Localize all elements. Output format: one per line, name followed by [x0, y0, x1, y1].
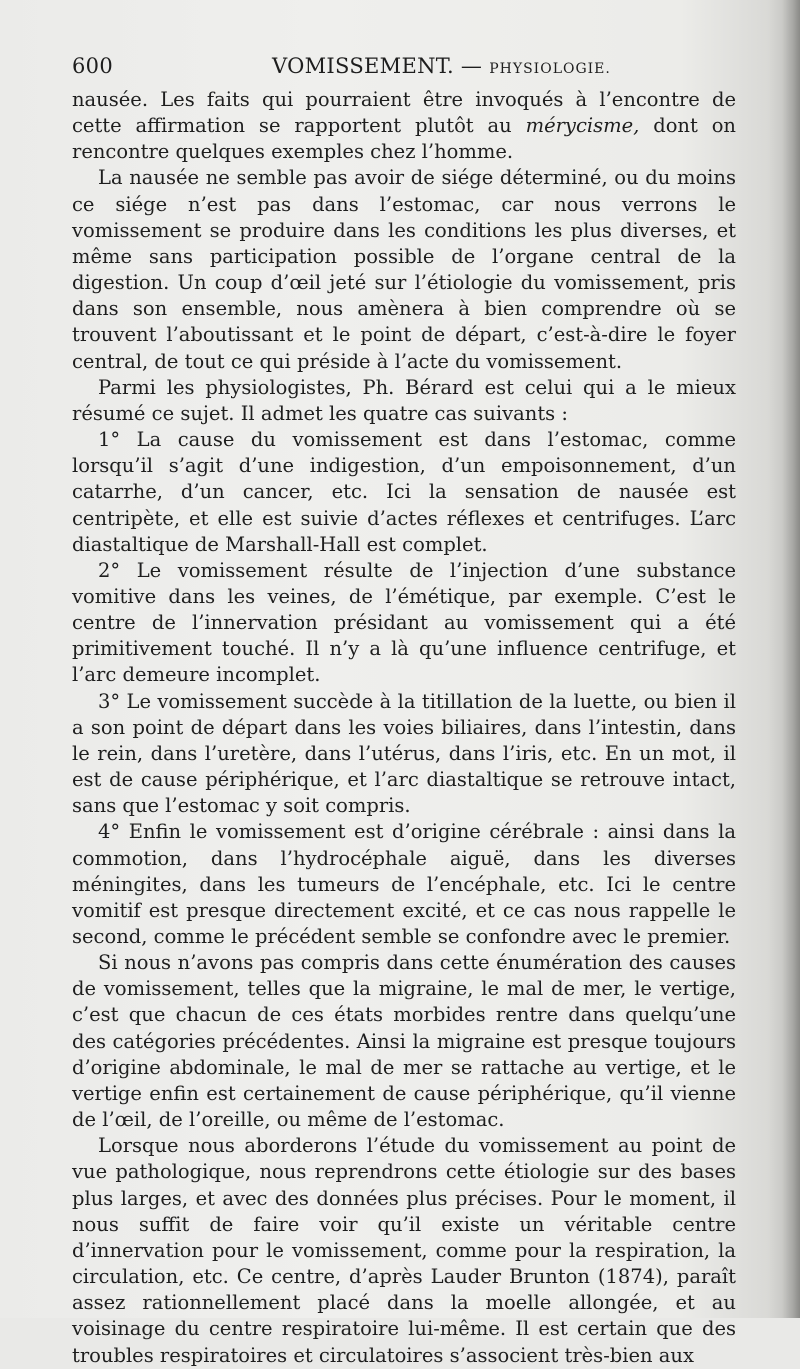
- paragraph-5: 2° Le vomissement résulte de l’injection d’une substance vomitive dans les veines, de l’émétique, par exemple. C’est le centre de l’innervation présidant au vomissement qui a été primitivement touché. Il n’y a là qu’une influence centrifuge, et l’arc demeure incomplet.: [72, 558, 736, 687]
- paragraph-1-text-before: nausée. Les faits qui pourraient être invoqués à l’encontre de cette affirmation se rapportent plutôt au: [72, 88, 736, 138]
- body-text: [72, 87, 736, 1369]
- page-number: 600: [72, 54, 113, 78]
- paragraph-1-text-after: dont on rencontre quelques exemples chez l’homme.: [72, 114, 736, 164]
- paragraph-9: Lorsque nous aborderons l’étude du vomissement au point de vue pathologique, nous reprendrons cette étiologie sur des bases plus larges, et avec des données plus précises. Pour le moment, il nous suffit de faire voir qu’il existe un véritable centre d’innervation pour le vomissement, comme pour la respiration, la circulation, etc. Ce centre, d’après Lauder Brunton (1874), paraît assez rationnellement placé dans la moelle allongée, et au voisinage du centre respiratoire lui-même. Il est certain que des troubles respiratoires et circulatoires s’associent très-bien aux: [72, 1134, 736, 1367]
- paragraph-1-emphasis: mérycisme,: [525, 114, 640, 138]
- paragraph-2: La nausée ne semble pas avoir de siége déterminé, ou du moins ce siége n’est pas dans l’estomac, car nous verrons le vomissement se produire dans les conditions les plus diverses, et même sans participation possible de l’organe central de la digestion. Un coup d’œil jeté sur l’étiologie du vomissement, pris dans son ensemble, nous amènera à bien comprendre où se trouvent l’aboutissant et le point de départ, c’est-à-dire le foyer central, de tout ce qui préside à l’acte du vomissement.: [72, 166, 736, 373]
- paragraph-8: Si nous n’avons pas compris dans cette énumération des causes de vomissement, telles que la migraine, le mal de mer, le vertige, c’est que chacun de ces états morbides rentre dans quelqu’une des catégories précédentes. Ainsi la migraine est presque toujours d’origine abdominale, le mal de mer se rattache au vertige, et le vertige enfin est certainement de cause périphérique, qu’il vienne de l’œil, de l’oreille, ou même de l’estomac.: [72, 951, 736, 1132]
- running-title: [272, 54, 611, 78]
- paragraph-4: 1° La cause du vomissement est dans l’estomac, comme lorsqu’il s’agit d’une indigestion, d’un empoisonnement, d’un catarrhe, d’un cancer, etc. Ici la sensation de nausée est centripète, et elle est suivie d’actes réflexes et centrifuges. L’arc diastaltique de Marshall-Hall est complet.: [72, 428, 736, 556]
- running-title-main: VOMISSEMENT. —: [272, 54, 483, 78]
- paragraph-3: Parmi les physiologistes, Ph. Bérard est celui qui a le mieux résumé ce sujet. Il admet les quatre cas suivants :: [72, 375, 736, 425]
- paragraph-1: [72, 87, 736, 165]
- paragraph-7: 4° Enfin le vomissement est d’origine cérébrale : ainsi dans la commotion, dans l’hydrocéphale aiguë, dans les diverses méningites, dans les tumeurs de l’encéphale, etc. Ici le centre vomitif est presque directement excité, et ce cas nous rappelle le second, comme le précédent semble se confondre avec le premier.: [72, 820, 736, 948]
- running-header: [72, 54, 736, 84]
- page-edge-shadow: [782, 0, 800, 1318]
- running-title-sub: PHYSIOLOGIE.: [489, 61, 611, 77]
- paragraph-6: 3° Le vomissement succède à la titillation de la luette, ou bien il a son point de départ dans les voies biliaires, dans l’intestin, dans le rein, dans l’uretère, dans l’utérus, dans l’iris, etc. En un mot, il est de cause périphérique, et l’arc diastaltique se retrouve intact, sans que l’estomac y soit compris.: [72, 689, 736, 818]
